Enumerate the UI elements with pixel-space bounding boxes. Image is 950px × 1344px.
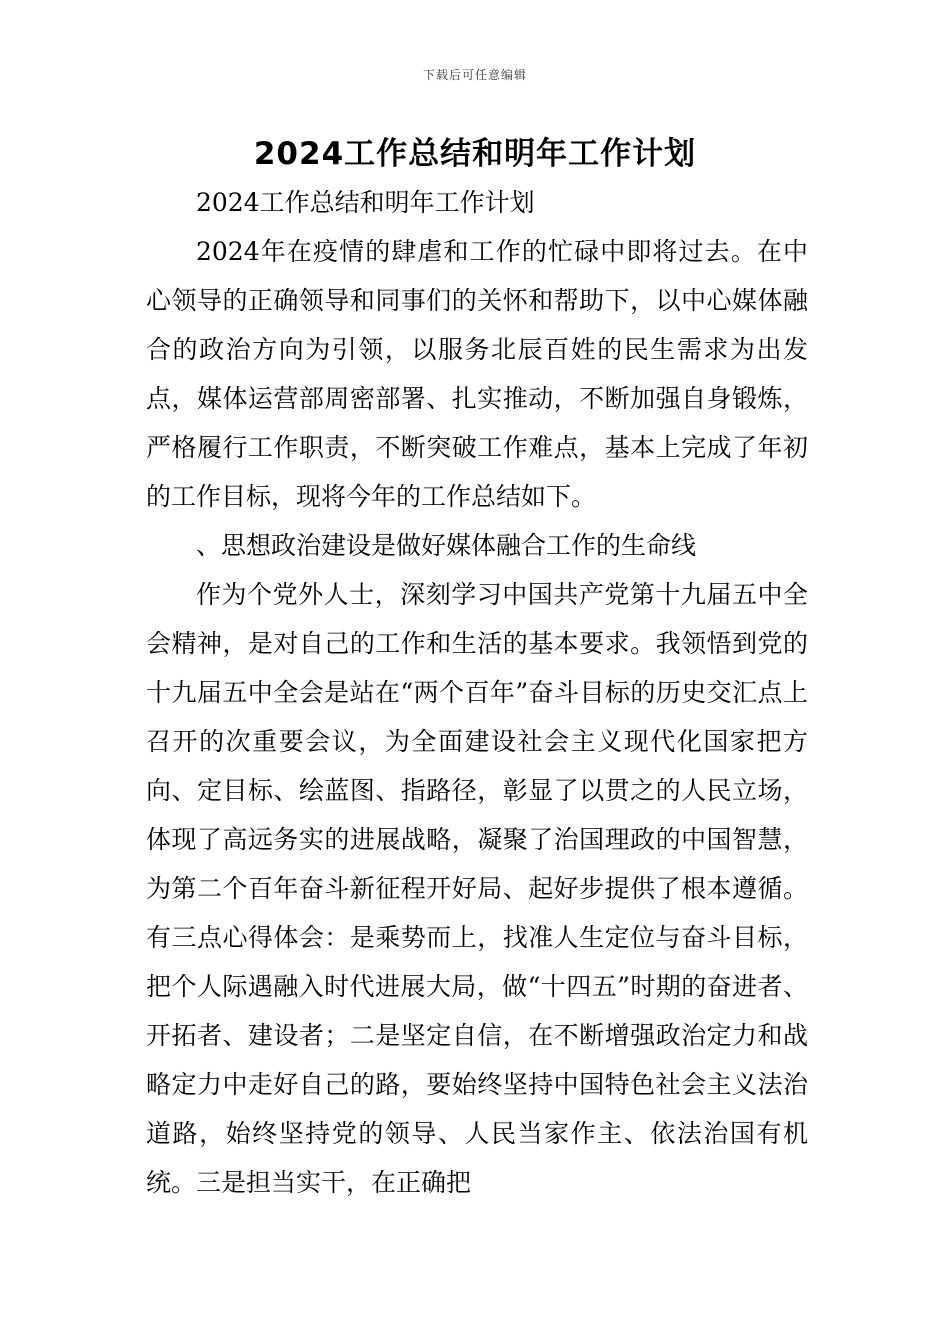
paragraph-intro: 2024年在疫情的肆虐和工作的忙碌中即将过去。在中心领导的正确领导和同事们的关怀和帮助下，以中心媒体融合的政治方向为引领，以服务北辰百姓的民生需求为出发点，媒体运营部周密部署、扎实推动，不断加强自身锻炼，严格履行工作职责，不断突破工作难点，基本上完成了年初的工作目标，现将今年的工作总结如下。	[146, 237, 808, 511]
header-note: 下载后可任意编辑	[422, 68, 527, 82]
paragraph-subtitle: 2024工作总结和明年工作计划	[196, 188, 535, 217]
document-title: 2024工作总结和明年工作计划	[253, 136, 697, 172]
paragraph-section-body: 作为个党外人士，深刻学习中国共产党第十九届五中全会精神，是对自己的工作和生活的基本要求。我领悟到党的十九届五中全会是站在“两个百年”奋斗目标的历史交汇点上召开的次重要会议，为全面建设社会主义现代化国家把方向、定目标、绘蓝图、指路径，彰显了以贯之的人民立场，体现了高远务实的进展战略，凝聚了治国理政的中国智慧，为第二个百年奋斗新征程开好局、起好步提供了根本遵循。有三点心得体会：是乘势而上，找准人生定位与奋斗目标，把个人际遇融入时代进展大局，做“十四五”时期的奋进者、开拓者、建设者；二是坚定自信，在不断增强政治定力和战略定力中走好自己的路，要始终坚持中国特色社会主义法治道路，始终坚持党的领导、人民当家作主、依法治国有机统。三是担当实干，在正确把	[146, 580, 808, 1197]
paragraph-section-heading: 、思想政治建设是做好媒体融合工作的生命线	[196, 531, 697, 560]
document-body	[146, 178, 808, 1207]
